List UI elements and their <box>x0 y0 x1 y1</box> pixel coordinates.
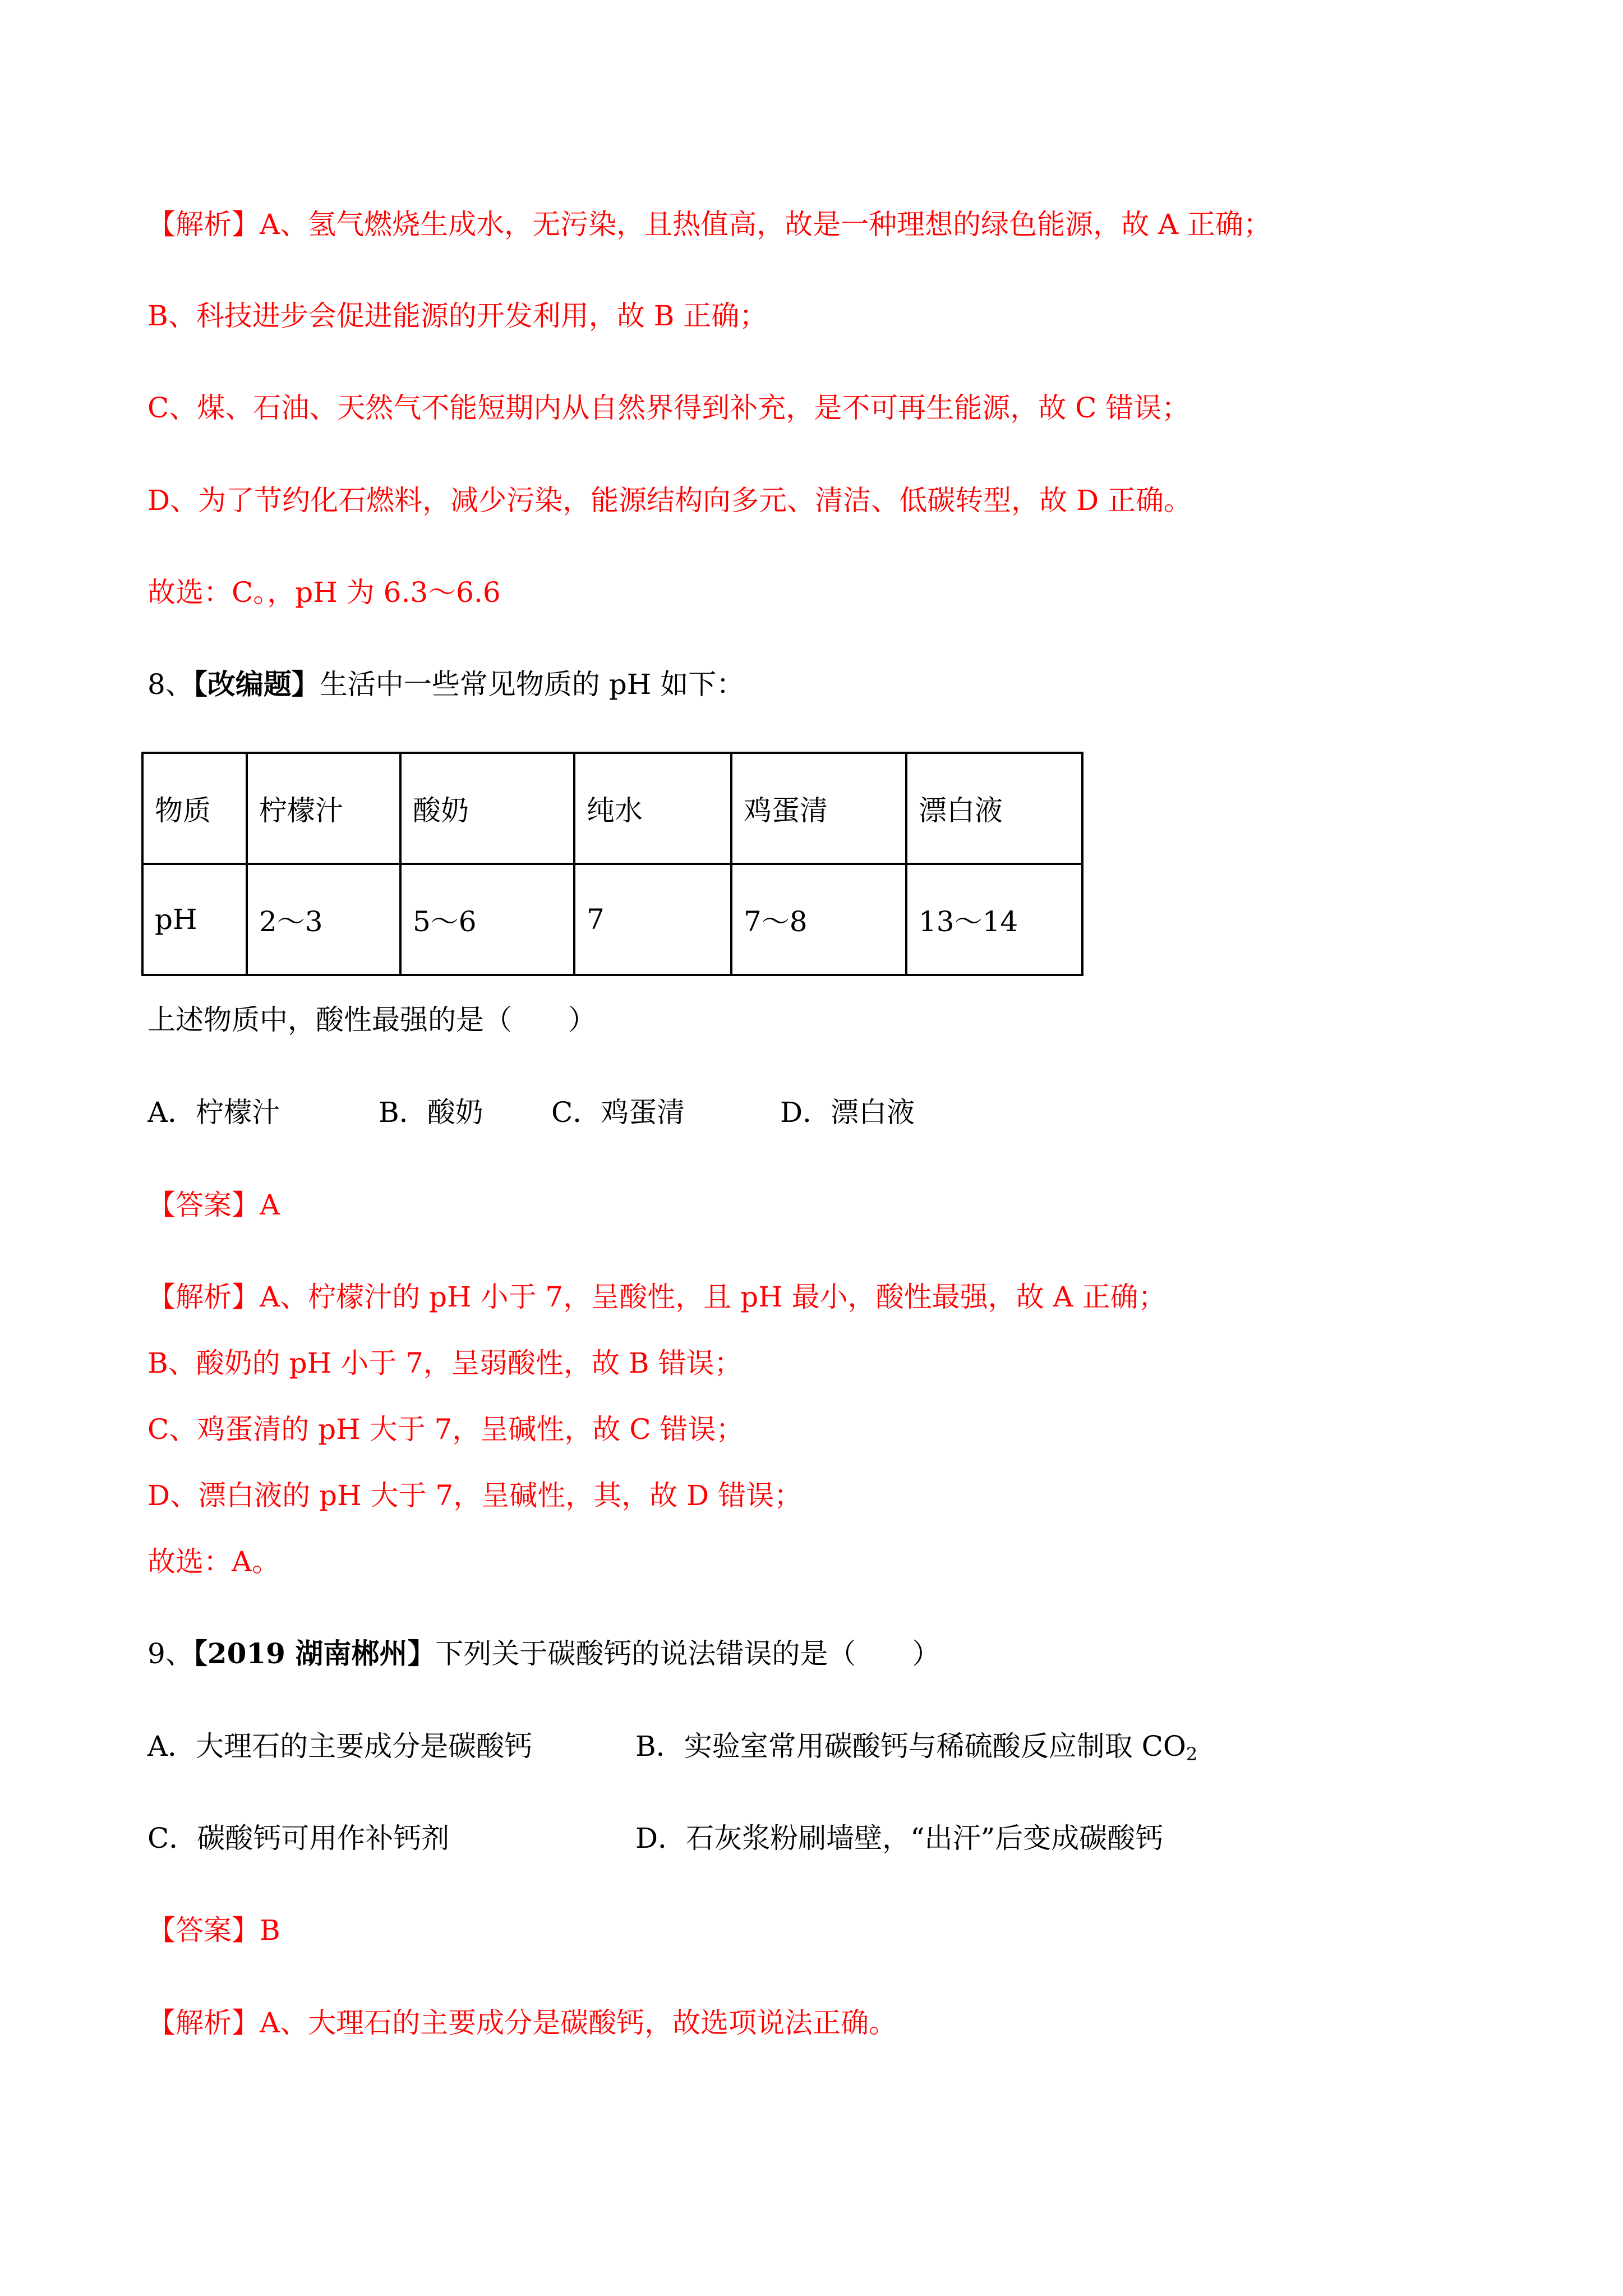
analysis-text: A、柠檬汁的 pH 小于 7，呈酸性，且 pH 最小，酸性最强，故 A 正确； <box>260 1281 1166 1313</box>
q8-conclusion: 故选：A。 <box>147 1545 280 1578</box>
analysis-tag: 【解析】 <box>147 1281 260 1313</box>
q8-question: 上述物质中，酸性最强的是（ ） <box>147 1004 596 1036</box>
analysis-text: A、氢气燃烧生成水，无污染，且热值高，故是一种理想的绿色能源，故 A 正确； <box>260 208 1272 241</box>
answer-value: A <box>260 1189 280 1221</box>
q7-analysis-line-a <box>147 208 1271 241</box>
table-cell: 漂白液 <box>906 753 1082 864</box>
option-text: B．实验室常用碳酸钙与稀硫酸反应制取 CO <box>635 1730 1186 1763</box>
table-cell: 酸奶 <box>400 753 574 864</box>
q8-option-b: B．酸奶 <box>379 1096 483 1129</box>
answer-tag: 【答案】 <box>147 1914 260 1947</box>
table-cell: 柠檬汁 <box>247 753 400 864</box>
table-cell: pH <box>142 864 247 975</box>
q8-option-c: C．鸡蛋清 <box>551 1096 685 1129</box>
table-cell: 13～14 <box>906 864 1082 975</box>
q7-analysis-line-b: B、科技进步会促进能源的开发利用，故 B 正确； <box>147 300 768 332</box>
table-cell: 2～3 <box>247 864 400 975</box>
q8-analysis-line-c: C、鸡蛋清的 pH 大于 7，呈碱性，故 C 错误； <box>147 1413 744 1446</box>
q8-analysis-line-d: D、漂白液的 pH 大于 7，呈碱性，其，故 D 错误； <box>147 1479 803 1512</box>
table-cell: 5～6 <box>400 864 574 975</box>
q8-analysis-line-b: B、酸奶的 pH 小于 7，呈弱酸性，故 B 错误； <box>147 1347 743 1379</box>
q9-stem <box>147 1637 940 1671</box>
q8-option-d: D．漂白液 <box>780 1096 915 1129</box>
q7-analysis-line-c: C、煤、石油、天然气不能短期内从自然界得到补充，是不可再生能源，故 C 错误； <box>147 392 1190 424</box>
q7-conclusion: 故选：C。，pH 为 6.3～6.6 <box>147 576 501 609</box>
q8-stem <box>147 668 744 701</box>
q9-option-d: D．石灰浆粉刷墙壁，“出汗”后变成碳酸钙 <box>635 1822 1164 1855</box>
q9-analysis <box>147 2006 897 2040</box>
table-cell: 7 <box>574 864 731 975</box>
q7-analysis-line-d: D、为了节约化石燃料，减少污染，能源结构向多元、清洁、低碳转型，故 D 正确。 <box>147 484 1192 517</box>
analysis-tag: 【解析】 <box>147 208 260 241</box>
question-text: 下列关于碳酸钙的说法错误的是（ ） <box>435 1637 940 1670</box>
question-number: 9、 <box>147 1637 193 1670</box>
q9-option-b <box>635 1729 1197 1763</box>
analysis-tag: 【解析】 <box>147 2007 260 2039</box>
analysis-text: A、大理石的主要成分是碳酸钙，故选项说法正确。 <box>260 2007 897 2039</box>
table-cell: 物质 <box>142 753 247 864</box>
q9-answer <box>147 1913 280 1947</box>
table-cell: 7～8 <box>731 864 906 975</box>
answer-value: B <box>260 1914 280 1947</box>
answer-tag: 【答案】 <box>147 1189 260 1221</box>
ph-table <box>141 752 1083 976</box>
question-tag: 【2019 湖南郴州】 <box>193 1637 436 1670</box>
table-cell: 纯水 <box>574 753 731 864</box>
subscript: 2 <box>1186 1743 1198 1765</box>
table-cell: 鸡蛋清 <box>731 753 906 864</box>
question-text: 生活中一些常见物质的 pH 如下： <box>319 668 745 701</box>
q8-analysis-line-a <box>147 1280 1166 1314</box>
q9-option-c: C．碳酸钙可用作补钙剂 <box>147 1822 450 1855</box>
q8-option-a: A．柠檬汁 <box>147 1096 280 1129</box>
table-header-row <box>142 753 1082 864</box>
q8-answer <box>147 1188 280 1222</box>
question-tag: 【改编题】 <box>193 668 320 701</box>
q9-option-a: A．大理石的主要成分是碳酸钙 <box>147 1730 533 1763</box>
question-number: 8、 <box>147 668 193 701</box>
table-row <box>142 864 1082 975</box>
